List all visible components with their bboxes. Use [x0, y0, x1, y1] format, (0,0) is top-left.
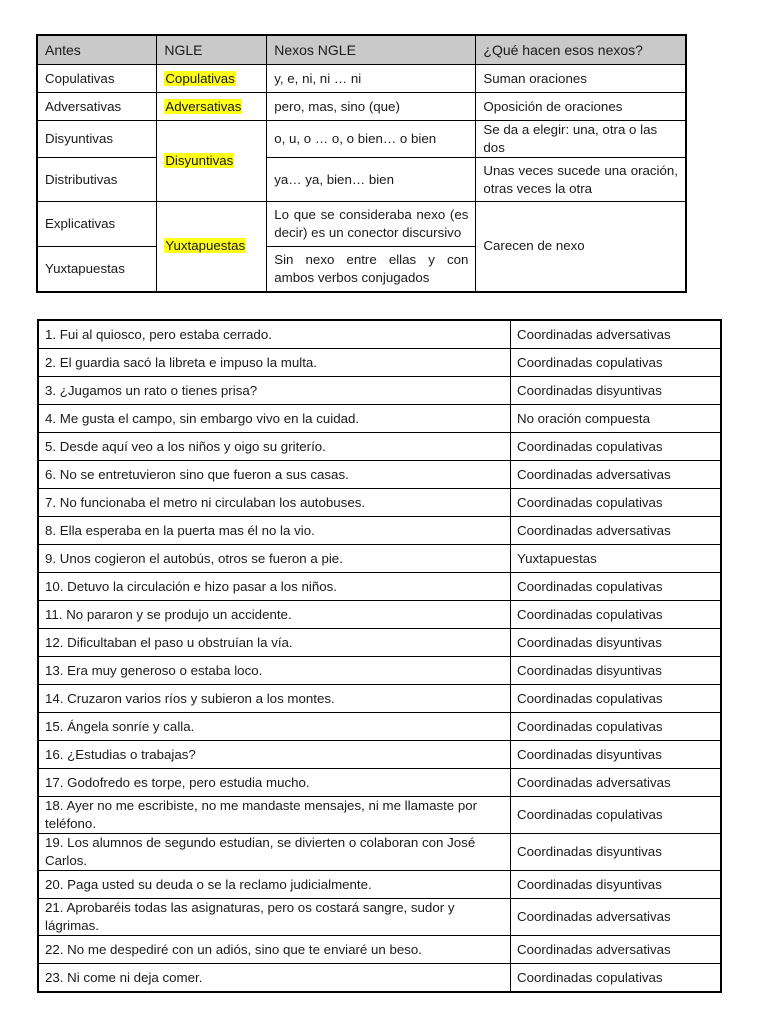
exercise-type: Coordinadas disyuntivas: [510, 629, 721, 657]
row-disyuntivas: [37, 121, 686, 158]
exercise-type: Coordinadas copulativas: [510, 573, 721, 601]
exercise-row: [38, 545, 721, 573]
exercise-row: [38, 517, 721, 545]
antes-distributivas: Distributivas: [37, 158, 157, 202]
ngle-yuxtapuestas: Yuxtapuestas: [165, 238, 246, 254]
exercise-row: [38, 573, 721, 601]
nexos-disyuntivas: o, u, o … o, o bien… o bien: [267, 121, 476, 158]
exercise-type: Coordinadas adversativas: [510, 769, 721, 797]
ngle-adversativas: Adversativas: [165, 98, 242, 114]
exercise-sentence: 8. Ella esperaba en la puerta mas él no la vio.: [38, 517, 510, 545]
exercise-type: Coordinadas copulativas: [510, 797, 721, 834]
exercise-sentence: 3. ¿Jugamos un rato o tienes prisa?: [38, 377, 510, 405]
exercise-sentence: 21. Aprobaréis todas las asignaturas, pero os costará sangre, sudor y lágrimas.: [38, 899, 510, 936]
exercise-sentence: 7. No funcionaba el metro ni circulaban los autobuses.: [38, 489, 510, 517]
exercise-type: Coordinadas copulativas: [510, 713, 721, 741]
exercise-row: [38, 834, 721, 871]
exercise-sentence: 9. Unos cogieron el autobús, otros se fueron a pie.: [38, 545, 510, 573]
exercise-type: Coordinadas disyuntivas: [510, 657, 721, 685]
exercise-row: [38, 741, 721, 769]
exercise-type: No oración compuesta: [510, 405, 721, 433]
exercise-type: Coordinadas copulativas: [510, 964, 721, 993]
exercise-row: [38, 964, 721, 993]
row-copulativas: [37, 65, 686, 93]
funcion-distributivas: Unas veces sucede una oración, otras veces la otra: [476, 158, 686, 202]
exercise-sentence: 18. Ayer no me escribiste, no me mandaste mensajes, ni me llamaste por teléfono.: [38, 797, 510, 834]
header-ngle: NGLE: [157, 35, 267, 65]
funcion-copulativas: Suman oraciones: [476, 65, 686, 93]
exercise-type: Coordinadas copulativas: [510, 433, 721, 461]
row-explicativas: [37, 202, 686, 247]
exercise-row: [38, 657, 721, 685]
ngle-disyuntivas: Disyuntivas: [165, 153, 234, 168]
exercise-row: [38, 320, 721, 349]
exercise-row: [38, 433, 721, 461]
exercise-sentence: 15. Ángela sonríe y calla.: [38, 713, 510, 741]
exercise-row: [38, 713, 721, 741]
exercise-row: [38, 899, 721, 936]
nexos-distributivas: ya… ya, bien… bien: [267, 158, 476, 202]
exercise-row: [38, 629, 721, 657]
funcion-yuxtapuestas: Carecen de nexo: [476, 202, 686, 292]
exercise-sentence: 5. Desde aquí veo a los niños y oigo su griterío.: [38, 433, 510, 461]
exercise-type: Coordinadas adversativas: [510, 320, 721, 349]
exercise-row: [38, 461, 721, 489]
exercise-row: [38, 489, 721, 517]
antes-explicativas: Explicativas: [37, 202, 157, 247]
funcion-adversativas: Oposición de oraciones: [476, 93, 686, 121]
exercise-sentence: 10. Detuvo la circulación e hizo pasar a los niños.: [38, 573, 510, 601]
exercise-row: [38, 377, 721, 405]
exercise-row: [38, 936, 721, 964]
exercise-type: Yuxtapuestas: [510, 545, 721, 573]
exercise-sentence: 2. El guardia sacó la libreta e impuso la multa.: [38, 349, 510, 377]
exercise-sentence: 11. No pararon y se produjo un accidente.: [38, 601, 510, 629]
exercise-type: Coordinadas adversativas: [510, 517, 721, 545]
ngle-yuxtapuestas-cell: [157, 202, 267, 292]
row-adversativas: [37, 93, 686, 121]
exercise-type: Coordinadas copulativas: [510, 349, 721, 377]
exercise-sentence: 20. Paga usted su deuda o se la reclamo judicialmente.: [38, 871, 510, 899]
exercise-sentence: 4. Me gusta el campo, sin embargo vivo en la cuidad.: [38, 405, 510, 433]
exercise-type: Coordinadas disyuntivas: [510, 834, 721, 871]
exercise-sentence: 12. Dificultaban el paso u obstruían la vía.: [38, 629, 510, 657]
exercise-sentence: 23. Ni come ni deja comer.: [38, 964, 510, 993]
exercise-type: Coordinadas copulativas: [510, 601, 721, 629]
exercise-row: [38, 601, 721, 629]
exercise-row: [38, 405, 721, 433]
exercise-row: [38, 349, 721, 377]
exercise-type: Coordinadas adversativas: [510, 461, 721, 489]
exercise-sentence: 22. No me despediré con un adiós, sino que te enviaré un beso.: [38, 936, 510, 964]
exercise-sentence: 14. Cruzaron varios ríos y subieron a los montes.: [38, 685, 510, 713]
exercise-sentence: 13. Era muy generoso o estaba loco.: [38, 657, 510, 685]
nexos-yuxtapuestas: Sin nexo entre ellas y con ambos verbos conjugados: [267, 247, 476, 292]
exercise-type: Coordinadas disyuntivas: [510, 377, 721, 405]
exercise-row: [38, 685, 721, 713]
nexos-table: [36, 34, 687, 293]
exercise-type: Coordinadas disyuntivas: [510, 871, 721, 899]
exercises-table: [37, 319, 722, 993]
header-funcion: ¿Qué hacen esos nexos?: [476, 35, 686, 65]
ngle-disyuntivas-cell: [157, 121, 267, 202]
exercise-sentence: 6. No se entretuvieron sino que fueron a sus casas.: [38, 461, 510, 489]
exercise-type: Coordinadas disyuntivas: [510, 741, 721, 769]
antes-adversativas: Adversativas: [37, 93, 157, 121]
exercise-type: Coordinadas adversativas: [510, 936, 721, 964]
ngle-copulativas-cell: [157, 65, 267, 93]
exercise-type: Coordinadas copulativas: [510, 489, 721, 517]
row-distributivas: [37, 158, 686, 202]
exercise-row: [38, 797, 721, 834]
exercise-type: Coordinadas adversativas: [510, 899, 721, 936]
nexos-copulativas: y, e, ni, ni … ni: [267, 65, 476, 93]
header-nexos-ngle: Nexos NGLE: [267, 35, 476, 65]
exercise-sentence: 19. Los alumnos de segundo estudian, se divierten o colaboran con José Carlos.: [38, 834, 510, 871]
exercise-row: [38, 769, 721, 797]
antes-disyuntivas: Disyuntivas: [37, 121, 157, 158]
header-antes: Antes: [37, 35, 157, 65]
exercises-body: [38, 320, 721, 992]
exercise-type: Coordinadas copulativas: [510, 685, 721, 713]
antes-yuxtapuestas: Yuxtapuestas: [37, 247, 157, 292]
nexos-header-row: [37, 35, 686, 65]
nexos-explicativas: Lo que se consideraba nexo (es decir) es un conector discursivo: [267, 202, 476, 247]
ngle-adversativas-cell: [157, 93, 267, 121]
exercise-sentence: 17. Godofredo es torpe, pero estudia mucho.: [38, 769, 510, 797]
funcion-disyuntivas: Se da a elegir: una, otra o las dos: [476, 121, 686, 158]
exercise-row: [38, 871, 721, 899]
ngle-copulativas: Copulativas: [165, 70, 235, 86]
exercise-sentence: 16. ¿Estudias o trabajas?: [38, 741, 510, 769]
nexos-adversativas: pero, mas, sino (que): [267, 93, 476, 121]
antes-copulativas: Copulativas: [37, 65, 157, 93]
exercise-sentence: 1. Fui al quiosco, pero estaba cerrado.: [38, 320, 510, 349]
